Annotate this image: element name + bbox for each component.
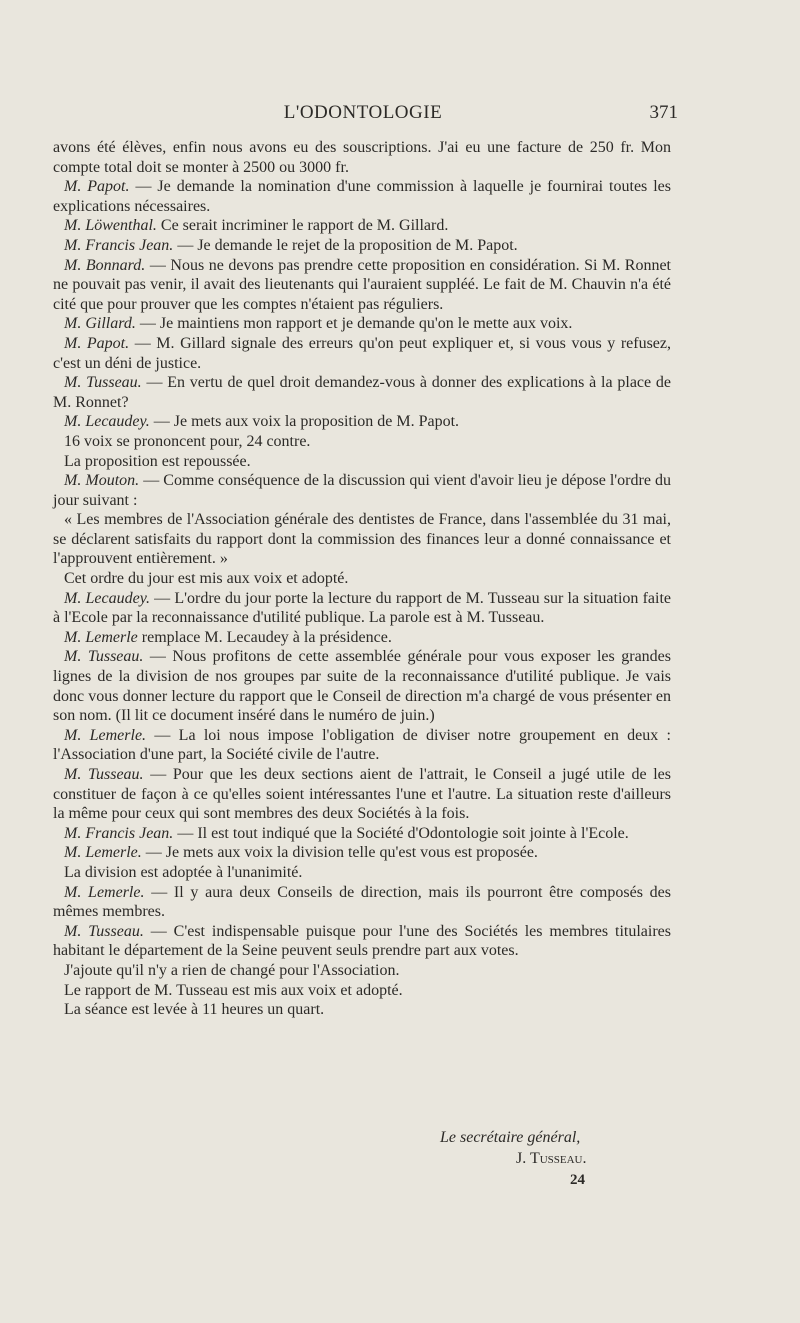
paragraph — [53, 510, 671, 569]
speaker-name: M. Gillard. — [64, 315, 136, 333]
paragraph — [53, 922, 671, 961]
paragraph-text: La séance est levée à 11 heures un quart. — [64, 1001, 325, 1019]
paragraph — [53, 432, 671, 452]
paragraph-text: — La loi nous impose l'obligation de diviser notre groupement en deux : l'Association d'une part, la Société civile de l'autre. — [53, 726, 671, 764]
speaker-name: M. Lemerle. — [64, 726, 147, 744]
paragraph — [53, 589, 671, 628]
paragraph — [53, 569, 671, 589]
speaker-name: M. Tusseau. — [64, 922, 144, 940]
speaker-name: M. Papot. — [64, 178, 130, 196]
paragraph-text: « Les membres de l'Association générale des dentistes de France, dans l'assemblée du 31 mai, se déclarent satisfaits du rapport dont la commission des finances leur a donné connaissance et l'approuvent entièrement. » — [53, 511, 671, 568]
paragraph-text: — Comme conséquence de la discussion qui vient d'avoir lieu je dépose l'ordre du jour suivant : — [53, 472, 672, 509]
paragraph — [53, 452, 671, 472]
signature-role: Le secrétaire général, — [440, 1129, 581, 1146]
paragraph — [53, 628, 671, 648]
paragraph-text: Ce serait incriminer le rapport de M. Gillard. — [156, 217, 449, 235]
paragraph-text: 16 voix se prononcent pour, 24 contre. — [64, 432, 311, 450]
paragraph — [53, 726, 671, 765]
paragraph-text: — C'est indispensable puisque pour l'une des Sociétés les membres titulaires habitant le département de la Seine peuvent seuls prendre part aux votes. — [53, 922, 671, 960]
paragraph-text: — En vertu de quel droit demandez-vous à donner des explications à la place de M. Ronnet? — [53, 374, 671, 411]
paragraph-text: avons été élèves, enfin nous avons eu des souscriptions. J'ai eu une facture de 250 fr. Mon compte total doit se monter à 2500 ou 3000 fr. — [53, 139, 671, 176]
running-header — [48, 102, 678, 130]
body-text — [53, 138, 671, 1020]
paragraph-text: remplace M. Lecaudey à la présidence. — [137, 628, 392, 646]
paragraph — [53, 177, 671, 216]
paragraph-text: Cet ordre du jour est mis aux voix et adopté. — [64, 570, 349, 588]
paragraph-text: — Nous ne devons pas prendre cette proposition en considération. Si M. Ronnet ne pouvait pas venir, il avait des lieutenants qui l'auraient suppléé. Le fait de M. Chauvin n'a été cité que pour prouver que les comptes n'étaient pas réguliers. — [53, 256, 672, 313]
paragraph-text: — Il est tout indiqué que la Société d'Odontologie soit jointe à l'Ecole. — [173, 824, 629, 842]
paragraph-text: — L'ordre du jour porte la lecture du rapport de M. Tusseau sur la situation faite à l'Ecole par la reconnaissance d'utilité publique. La parole est à M. Tusseau. — [53, 589, 672, 627]
speaker-name: M. Lecaudey. — [64, 413, 150, 431]
paragraph-text: — Je maintiens mon rapport et je demande qu'on le mette aux voix. — [135, 315, 573, 333]
speaker-name: M. Tusseau. — [64, 766, 144, 783]
paragraph — [53, 1000, 671, 1020]
speaker-name: M. Mouton. — [64, 472, 140, 490]
paragraph — [53, 138, 671, 177]
paragraph-text: — Je mets aux voix la division telle qu'est vous est proposée. — [141, 844, 538, 862]
paragraph-text: — Il y aura deux Conseils de direction, mais ils pourront être composés des mêmes membres. — [53, 883, 671, 921]
paragraph — [53, 863, 671, 883]
speaker-name: M. Tusseau. — [64, 374, 142, 392]
paragraph-text: — Pour que les deux sections aient de l'attrait, le Conseil a jugé utile de les constituer de façon à ce qu'elles soient intéressantes l'une et l'autre. La situation reste d'ailleurs la même pour ceux qui sont membres des deux Sociétés à la fois. — [53, 766, 672, 823]
speaker-name: M. Löwenthal. — [64, 217, 157, 235]
paragraph-text: Le rapport de M. Tusseau est mis aux voix et adopté. — [64, 981, 403, 999]
speaker-name: M. Lemerle — [64, 628, 138, 646]
paragraph — [53, 334, 671, 373]
speaker-name: M. Tusseau. — [64, 648, 144, 666]
speaker-name: M. Lemerle. — [64, 883, 145, 901]
speaker-name: M. Lecaudey. — [64, 589, 150, 607]
paragraph-text: La proposition est repoussée. — [64, 452, 251, 470]
paragraph — [53, 373, 671, 412]
signature-block — [440, 1127, 670, 1169]
paragraph-text: — M. Gillard signale des erreurs qu'on peut expliquer et, si vous vous y refusez, c'est un déni de justice. — [53, 334, 671, 372]
paragraph-text: — Je demande la nomination d'une commission à laquelle je fournirai toutes les explications nécessaires. — [53, 178, 672, 215]
paragraph — [53, 236, 671, 256]
speaker-name: M. Lemerle. — [64, 844, 142, 862]
paragraph-text: — Nous profitons de cette assemblée générale pour vous exposer les grandes lignes de la division de nos groupes par suite de la reconnaissance d'utilité publique. Je vais donc vous donner lecture du rapport que le Conseil de direction m'a chargé de vous présenter en son nom. (Il lit ce document inséré dans le numéro de juin.) — [53, 648, 672, 725]
paragraph — [53, 961, 671, 981]
sheet-number: 24 — [570, 1172, 585, 1188]
page-number: 371 — [649, 102, 678, 123]
paragraph-text: J'ajoute qu'il n'y a rien de changé pour l'Association. — [64, 961, 400, 979]
paragraph — [53, 412, 671, 432]
paragraph — [53, 883, 671, 922]
paragraph — [53, 981, 671, 1001]
paragraph — [53, 843, 671, 863]
journal-title: L'ODONTOLOGIE — [283, 102, 443, 123]
speaker-name: M. Bonnard. — [64, 256, 146, 274]
speaker-name: M. Francis Jean. — [64, 236, 174, 254]
paragraph-text: La division est adoptée à l'unanimité. — [64, 863, 303, 881]
paragraph — [53, 256, 671, 315]
paragraph — [53, 647, 671, 725]
signature-name: J. Tusseau. — [516, 1150, 587, 1167]
paragraph-text: — Je demande le rejet de la proposition de M. Papot. — [173, 236, 518, 254]
paragraph — [53, 471, 671, 510]
speaker-name: M. Francis Jean. — [64, 824, 174, 842]
paragraph — [53, 765, 671, 824]
speaker-name: M. Papot. — [64, 334, 130, 352]
paragraph — [53, 314, 671, 334]
paragraph — [53, 824, 671, 844]
paragraph-text: — Je mets aux voix la proposition de M. Papot. — [149, 413, 460, 431]
paragraph — [53, 216, 671, 236]
